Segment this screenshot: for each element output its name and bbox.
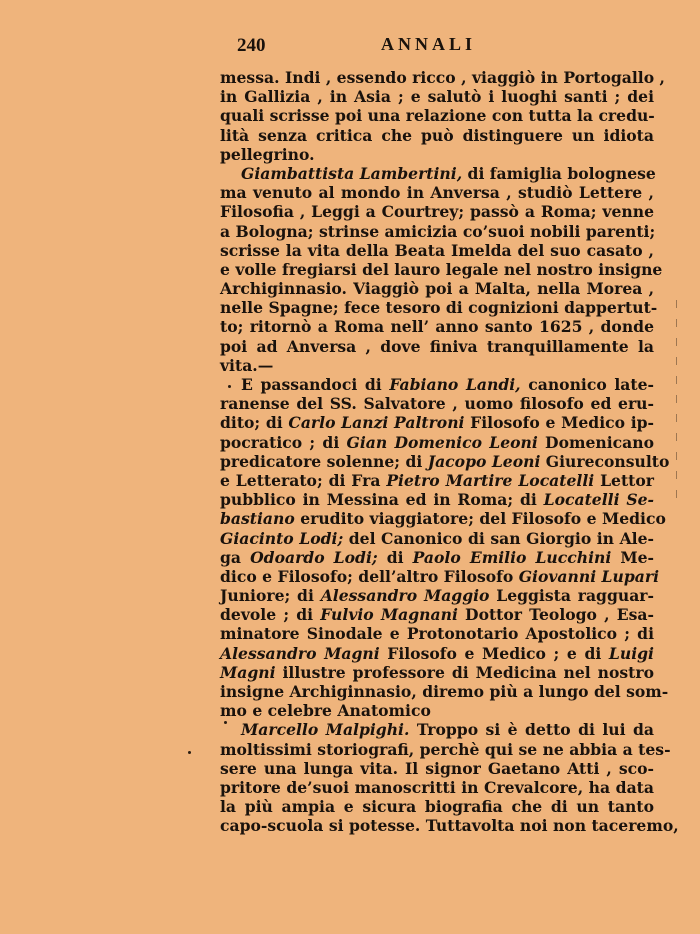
margin-mark	[676, 376, 677, 384]
body-text	[220, 68, 679, 836]
text-segment: Troppo si è detto di lui da	[409, 720, 654, 740]
italic-name: Fabiano Landi,	[389, 375, 521, 394]
italic-name: Carlo Lanzi Paltroni	[288, 413, 465, 433]
text-line	[220, 87, 654, 106]
italic-name: Alessandro Magni	[220, 643, 380, 663]
margin-mark	[676, 357, 677, 365]
text-line	[220, 624, 654, 643]
text-line	[220, 797, 654, 816]
text-line	[220, 164, 654, 183]
text-segment: pellegrino.	[220, 144, 315, 164]
text-line	[220, 433, 654, 452]
ink-speck	[224, 721, 227, 724]
text-segment: to; ritornò a Roma nell’ anno santo 1625 , donde	[220, 317, 654, 337]
text-segment: Dottor Teologo , Esa-	[457, 605, 654, 625]
text-line	[220, 126, 654, 145]
running-title: ANNALI	[381, 34, 477, 54]
text-segment: mo e celebre Anatomico	[220, 701, 431, 721]
text-segment: ga	[220, 547, 251, 567]
text-line	[220, 644, 654, 663]
text-line	[220, 356, 654, 375]
text-line	[220, 317, 654, 336]
text-line	[220, 337, 654, 356]
text-segment: pubblico in Messina ed in Roma; di	[220, 490, 544, 510]
text-segment: erudito viaggiatore; del Filosofo e Medico	[294, 509, 666, 529]
text-line	[220, 816, 679, 836]
text-line	[220, 413, 654, 432]
text-line	[220, 375, 654, 394]
text-line	[220, 222, 654, 241]
text-segment: scrisse la vita della Beata Imelda del suo casato ,	[220, 240, 654, 260]
text-segment: moltissimi storiografi, perchè qui se ne abbia a tes-	[220, 739, 671, 759]
text-segment: quali scrisse poi una relazione con tutta la credu-	[220, 106, 655, 126]
italic-name: Giovanni Lupari	[518, 566, 660, 586]
text-segment: nelle Spagne; fece tesoro di cognizioni dappertut-	[220, 298, 658, 318]
margin-mark	[676, 338, 677, 346]
margin-mark	[676, 300, 677, 308]
text-line	[220, 509, 666, 529]
italic-name: bastiano	[220, 509, 295, 529]
italic-name: Pietro Martire Locatelli	[386, 470, 595, 490]
italic-name: Paolo Emilio Lucchini	[412, 547, 612, 567]
italic-name: Magni	[220, 662, 276, 682]
ink-speck	[228, 385, 231, 388]
text-line	[220, 202, 654, 221]
text-segment: Filosofia , Leggi a Courtrey; passò a Roma; venne	[220, 202, 654, 222]
text-segment: pritore de’suoi manoscritti in Crevalcore, ha data	[220, 777, 654, 797]
text-segment: illustre professore di Medicina nel nostro	[275, 662, 654, 682]
italic-name: Fulvio Magnani	[320, 605, 458, 625]
text-segment: la più ampia e sicura biografia che di un tanto	[220, 797, 654, 817]
text-line	[220, 739, 671, 759]
ink-speck	[188, 751, 191, 754]
text-segment: Leggista ragguar-	[489, 586, 654, 606]
text-segment: devole ; di	[220, 605, 321, 625]
text-segment: insigne Archiginnasio, diremo più a lungo del som-	[220, 682, 669, 701]
margin-mark	[676, 433, 677, 441]
italic-name: Alessandro Maggio	[320, 586, 490, 606]
text-line	[220, 394, 654, 413]
text-segment: canonico late-	[520, 375, 654, 394]
page-header	[237, 34, 537, 58]
margin-marks	[676, 300, 677, 509]
text-line	[220, 183, 654, 202]
text-segment: minatore Sinodale e Protonotario Apostolico ; di	[220, 624, 654, 644]
text-line	[220, 451, 670, 471]
text-segment: e volle fregiarsi del lauro legale nel nostro insigne	[220, 259, 663, 279]
text-line	[220, 663, 654, 682]
text-segment: predicatore solenne; di	[220, 451, 428, 471]
text-line	[220, 279, 654, 298]
italic-name: Jacopo Leoni	[427, 451, 541, 471]
text-segment: Filosofo e Medico ; e di	[379, 643, 609, 663]
page-number: 240	[237, 35, 266, 56]
margin-mark	[676, 452, 677, 460]
text-segment: Lettor	[594, 470, 654, 490]
text-segment: e Letterato; di Fra	[220, 470, 387, 490]
italic-name: Giacinto Lodi;	[220, 528, 344, 548]
text-segment: messa. Indi , essendo ricco , viaggiò in Portogallo ,	[220, 68, 665, 87]
text-line	[220, 682, 669, 701]
text-line	[220, 145, 654, 164]
text-segment: E passandoci di	[241, 375, 390, 394]
margin-mark	[676, 490, 677, 498]
text-line	[220, 586, 654, 605]
text-segment: dico e Filosofo; dell’altro Filosofo	[220, 566, 519, 586]
text-segment: dito; di	[220, 413, 289, 433]
italic-name: Luigi	[608, 643, 654, 663]
text-segment: Giureconsulto	[540, 451, 670, 471]
text-segment: pocratico ; di	[220, 432, 347, 452]
text-segment: sere una lunga vita. Il signor Gaetano Atti , sco-	[220, 758, 654, 778]
text-segment: poi ad Anversa , dove finiva tranquillamente la	[220, 336, 654, 356]
text-segment: Juniore; di	[220, 586, 321, 606]
text-segment: in Gallizia , in Asia ; e salutò i luoghi santi ; dei	[220, 87, 654, 107]
italic-name: Gian Domenico Leoni	[346, 432, 538, 452]
text-segment: ma venuto al mondo in Anversa , studiò Lettere ,	[220, 183, 654, 203]
text-line	[220, 529, 654, 548]
text-segment: del Canonico di san Giorgio in Ale-	[343, 528, 654, 548]
text-line	[220, 778, 654, 797]
text-segment: lità senza critica che può distinguere un idiota	[220, 125, 654, 145]
text-line	[220, 298, 658, 318]
italic-name: Odoardo Lodi;	[250, 547, 378, 567]
text-segment: di famiglia bolognese	[462, 163, 656, 183]
text-segment: di	[377, 547, 413, 567]
text-line	[220, 68, 665, 87]
italic-name: Marcello Malpighi.	[241, 720, 410, 740]
text-segment: a Bologna; strinse amicizia co’suoi nobili parenti;	[220, 221, 656, 241]
margin-mark	[676, 395, 677, 403]
text-segment: Domenicano	[537, 432, 655, 452]
italic-name: Giambattista Lambertini,	[241, 163, 463, 183]
text-line	[220, 605, 654, 624]
text-line	[220, 548, 654, 567]
text-line	[220, 701, 654, 720]
text-segment: Me-	[611, 547, 655, 567]
text-line	[220, 490, 654, 509]
text-line	[220, 566, 660, 586]
text-segment: capo-scuola si potesse. Tuttavolta noi non taceremo,	[220, 816, 679, 836]
text-line	[220, 471, 654, 490]
text-line	[220, 259, 663, 279]
text-segment: Filosofo e Medico ip-	[464, 413, 655, 433]
margin-mark	[676, 471, 677, 479]
text-line	[220, 720, 654, 739]
text-segment: vita.—	[220, 355, 274, 375]
text-line	[220, 759, 654, 778]
text-segment: ranense del SS. Salvatore , uomo filosofo ed eru-	[220, 394, 654, 414]
text-line	[220, 106, 654, 125]
text-line	[220, 241, 654, 260]
italic-name: Locatelli Se-	[543, 490, 654, 510]
margin-mark	[676, 414, 677, 422]
text-segment: Archiginnasio. Viaggiò poi a Malta, nella Morea ,	[220, 279, 654, 299]
margin-mark	[676, 319, 677, 327]
